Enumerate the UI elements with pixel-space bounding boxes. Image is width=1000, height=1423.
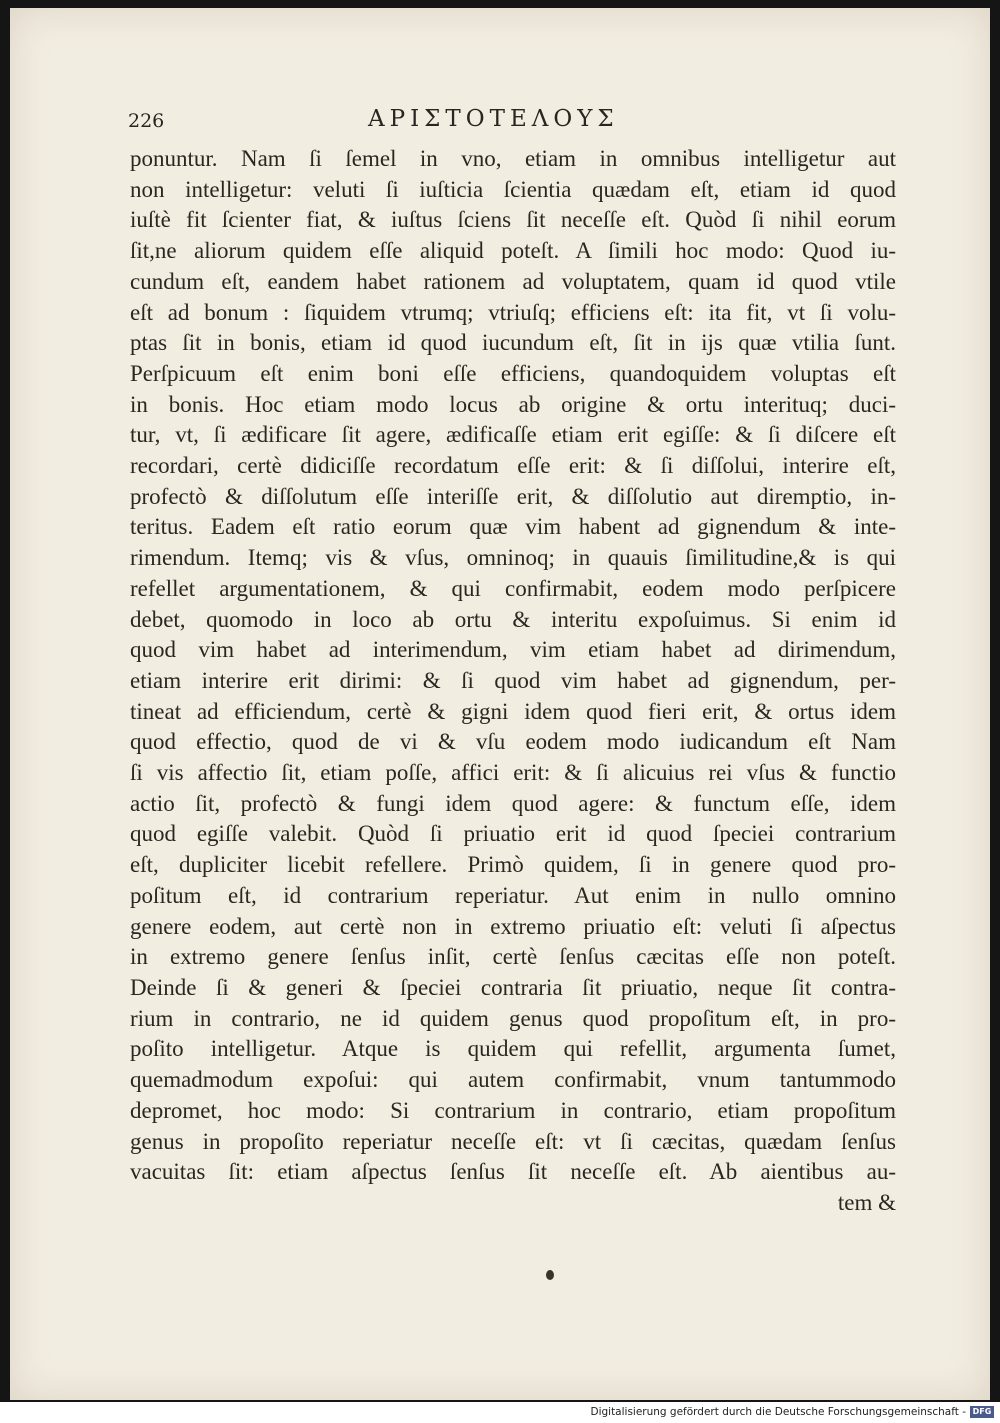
text-line: eſt ad bonum : ſiquidem vtrumq; vtriuſq; efficiens eſt: ita fit, vt ſi volu- (130, 299, 896, 325)
text-line: eſt, dupliciter licebit refellere. Primò quidem, ſi in genere quod pro- (130, 852, 896, 878)
text-line: teritus. Eadem eſt ratio eorum quæ vim habent ad gignendum & inte- (130, 514, 896, 540)
text-line: genere eodem, aut certè non in extremo priuatio eſt: veluti ſi aſpectus (130, 913, 896, 939)
text-line: actio ſit, profectò & fungi idem quod agere: & functum eſſe, idem (130, 790, 896, 816)
text-line: in bonis. Hoc etiam modo locus ab origine & ortu interituq; duci- (130, 391, 896, 417)
text-line: refellet argumentationem, & qui confirmabit, eodem modo perſpicere (130, 575, 896, 601)
text-line: quemadmodum expoſui: qui autem confirmabit, vnum tantummodo (130, 1067, 896, 1093)
text-line: non intelligetur: veluti ſi iuſticia ſcientia quædam eſt, etiam id quod (130, 176, 896, 202)
text-line: profectò & diſſolutum eſſe interiſſe erit, & diſſolutio aut diremptio, in- (130, 483, 896, 509)
text-line: etiam interire erit dirimi: & ſi quod vim habet ad gignendum, per- (130, 667, 896, 693)
text-line: genus in propoſito reperiatur neceſſe eſt: vt ſi cæcitas, quædam ſenſus (130, 1128, 896, 1154)
text-line: tineat ad efficiendum, certè & gigni idem quod fieri erit, & ortus idem (130, 698, 896, 724)
text-line: debet, quomodo in loco ab ortu & interitu expoſuimus. Si enim id (130, 606, 896, 632)
text-line: vacuitas ſit: etiam aſpectus ſenſus ſit neceſſe eſt. Ab aientibus au- (130, 1159, 896, 1185)
text-line: ſit,ne aliorum quidem eſſe aliquid poteſt. A ſimili hoc modo: Quod iu- (130, 238, 896, 264)
text-line: Perſpicuum eſt enim boni eſſe efficiens, quandoquidem voluptas eſt (130, 360, 896, 386)
running-head: ΑΡΙΣΤΟΤΕΛΟΥΣ (368, 106, 619, 132)
footer-credit: Digitalisierung gefördert durch die Deutsche Forschungsgemeinschaft - (590, 1406, 966, 1418)
text-line: ptas ſit in bonis, etiam id quod iucundum eſt, ſit in ijs quæ vtilia ſunt. (130, 330, 896, 356)
text-line: quod effectio, quod de vi & vſu eodem modo iudicandum eſt Nam (130, 729, 896, 755)
text-line: quod egiſſe valebit. Quòd ſi priuatio erit id quod ſpeciei contrarium (130, 821, 896, 847)
body-text (130, 144, 896, 1219)
text-line: tur, vt, ſi ædificare ſit agere, ædificaſſe etiam erit egiſſe: & ſi diſcere eſt (130, 422, 896, 448)
text-line: poſitum eſt, id contrarium reperiatur. Aut enim in nullo omnino (130, 882, 896, 908)
text-line: rimendum. Itemq; vis & vſus, omninoq; in quauis ſimilitudine,& is qui (130, 545, 896, 571)
footer (0, 1402, 1000, 1423)
text-line: depromet, hoc modo: Si contrarium in contrario, etiam propoſitum (130, 1097, 896, 1123)
page-header (128, 104, 888, 134)
text-line: Deinde ſi & generi & ſpeciei contraria ſit priuatio, neque ſit contra- (130, 974, 896, 1000)
text-line: ponuntur. Nam ſi ſemel in vno, etiam in omnibus intelligetur aut (130, 146, 896, 171)
text-line: in extremo genere ſenſus inſit, certè ſenſus cæcitas eſſe non poteſt. (130, 944, 896, 970)
text-line: tem & (837, 1189, 896, 1215)
text-line: poſito intelligetur. Atque is quidem qui refellit, argumenta ſumet, (130, 1036, 896, 1062)
text-line: ſi vis affectio ſit, etiam poſſe, affici erit: & ſi alicuius rei vſus & functio (130, 760, 896, 786)
dfg-logo-icon: DFG (970, 1406, 994, 1418)
text-line: cundum eſt, eandem habet rationem ad voluptatem, quam id quod vtile (130, 268, 896, 294)
text-line: quod vim habet ad interimendum, vim etiam habet ad dirimendum, (130, 637, 896, 663)
text-line: iuſtè fit ſcienter fiat, & iuſtus ſciens ſit neceſſe eſt. Quòd ſi nihil eorum (130, 207, 896, 233)
page-number: 226 (128, 110, 165, 132)
text-line: rium in contrario, ne id quidem genus quod propoſitum eſt, in pro- (130, 1005, 896, 1031)
text-line: recordari, certè didiciſſe recordatum eſſe erit: & ſi diſſolui, interire eſt, (130, 453, 896, 479)
page-ornament (546, 1270, 554, 1280)
